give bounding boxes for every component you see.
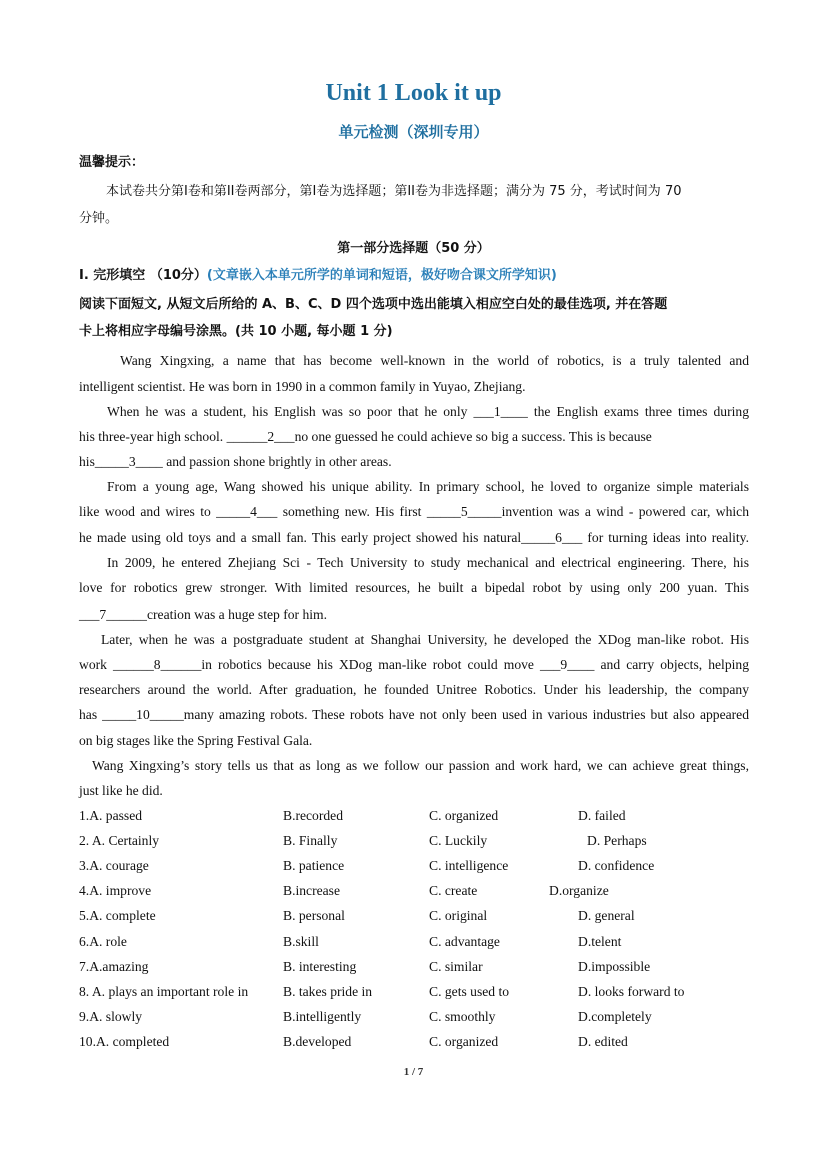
option-c: C. advantage (429, 934, 500, 949)
option-a: 8. A. plays an important role in (79, 984, 249, 999)
passage-line: he made using old toys and a small fan. This early project showed his natural_____6___ for turning ideas into reality. (79, 530, 749, 545)
option-d: D.impossible (578, 959, 651, 974)
page-number: 1 / 7 (403, 1066, 424, 1078)
option-d: D.completely (578, 1009, 652, 1024)
option-b: B. takes pride in (283, 984, 373, 999)
option-d: D. looks forward to (578, 984, 685, 999)
option-c: C. organized (429, 1034, 499, 1049)
option-d: D. general (578, 908, 635, 923)
option-c: C. gets used to (429, 984, 510, 999)
passage-line: In 2009, he entered Zhejiang Sci - Tech University to study mechanical and electrical engineering. There, his (107, 555, 749, 570)
section-label: I. 完形填空 （10分） (79, 268, 207, 283)
option-b: B.intelligently (283, 1009, 362, 1024)
passage-line: on big stages like the Spring Festival Gala. (79, 733, 313, 748)
option-c: C. create (429, 883, 478, 898)
tips-line-1: 本试卷共分第I卷和第II卷两部分，第I卷为选择题；第II卷为非选择题；满分为 75 分，考试时间为 70 (106, 184, 682, 199)
option-d: D. Perhaps (587, 833, 647, 848)
passage-line: his three-year high school. ______2___no one guessed he could achieve so big a success. This is because (79, 429, 652, 444)
option-b: B. Finally (283, 833, 338, 848)
option-d: D. edited (578, 1034, 628, 1049)
option-b: B. personal (283, 908, 345, 923)
passage-line: From a young age, Wang showed his unique ability. In primary school, he loved to organize simple materials (107, 479, 749, 494)
instruction-line-2: 卡上将相应字母编号涂黑。(共 10 小题, 每小题 1 分) (79, 324, 393, 339)
option-c: C. intelligence (429, 858, 509, 873)
passage-line: like wood and wires to _____4___ something new. His first _____5_____invention was a wind - powered car, which (79, 504, 749, 519)
instruction-line-1: 阅读下面短文, 从短文后所给的 A、B、C、D 四个选项中选出能填入相应空白处的最佳选项, 并在答题 (79, 297, 668, 312)
option-a: 3.A. courage (79, 858, 149, 873)
passage-line: Wang Xingxing’s story tells us that as long as we follow our passion and work hard, we can achieve great things, (92, 758, 749, 773)
section-note: (文章嵌入本单元所学的单词和短语，极好吻合课文所学知识) (206, 268, 557, 283)
option-c: C. smoothly (429, 1009, 496, 1024)
document-subtitle: 单元检测（深圳专用） (338, 123, 489, 141)
option-d: D.telent (578, 934, 622, 949)
option-b: B.skill (283, 934, 319, 949)
option-a: 6.A. role (79, 934, 127, 949)
option-b: B.developed (283, 1034, 352, 1049)
part1-heading: 第一部分选择题（50 分） (337, 241, 490, 256)
option-c: C. original (429, 908, 488, 923)
option-c: C. similar (429, 959, 483, 974)
option-b: B.recorded (283, 808, 344, 823)
tips-heading: 温馨提示： (79, 155, 145, 170)
option-d: D. failed (578, 808, 626, 823)
option-a: 9.A. slowly (79, 1009, 143, 1024)
passage-line: Wang Xingxing, a name that has become well-known in the world of robotics, is a truly talented and (120, 353, 749, 368)
passage-line: love for robotics grew stronger. With limited resources, he built a bipedal robot by using only 200 yuan. This (79, 580, 749, 595)
option-a: 4.A. improve (79, 883, 152, 898)
option-a: 10.A. completed (79, 1034, 170, 1049)
section-heading (79, 266, 749, 286)
option-d: D.organize (549, 883, 609, 898)
option-b: B. interesting (283, 959, 357, 974)
option-b: B. patience (283, 858, 345, 873)
tips-line-2: 分钟。 (79, 211, 119, 226)
passage-line: Later, when he was a postgraduate student at Shanghai University, he developed the XDog man-like robot. His (101, 632, 749, 647)
document-title: Unit 1 Look it up (325, 80, 502, 106)
passage-line: researchers around the world. After graduation, he founded Unitree Robotics. Under his leadership, the company (79, 682, 749, 697)
passage-line: has _____10_____many amazing robots. These robots have not only been used in various industries but also appeared (79, 707, 749, 722)
option-a: 5.A. complete (79, 908, 156, 923)
passage-line: ___7______creation was a huge step for him. (79, 607, 328, 622)
option-a: 2. A. Certainly (79, 833, 160, 848)
option-c: C. organized (429, 808, 499, 823)
passage-line: intelligent scientist. He was born in 1990 in a common family in Yuyao, Zhejiang. (79, 379, 526, 394)
option-d: D. confidence (578, 858, 655, 873)
option-b: B.increase (283, 883, 340, 898)
passage-line: work ______8______in robotics because his XDog man-like robot could move ___9____ and carry objects, helping (79, 657, 749, 672)
passage-line: When he was a student, his English was so poor that he only ___1____ the English exams three times during (107, 404, 749, 419)
passage-line: just like he did. (79, 783, 163, 798)
option-c: C. Luckily (429, 833, 488, 848)
option-a: 7.A.amazing (79, 959, 149, 974)
passage-line: his_____3____ and passion shone brightly in other areas. (79, 454, 392, 469)
option-a: 1.A. passed (79, 808, 143, 823)
